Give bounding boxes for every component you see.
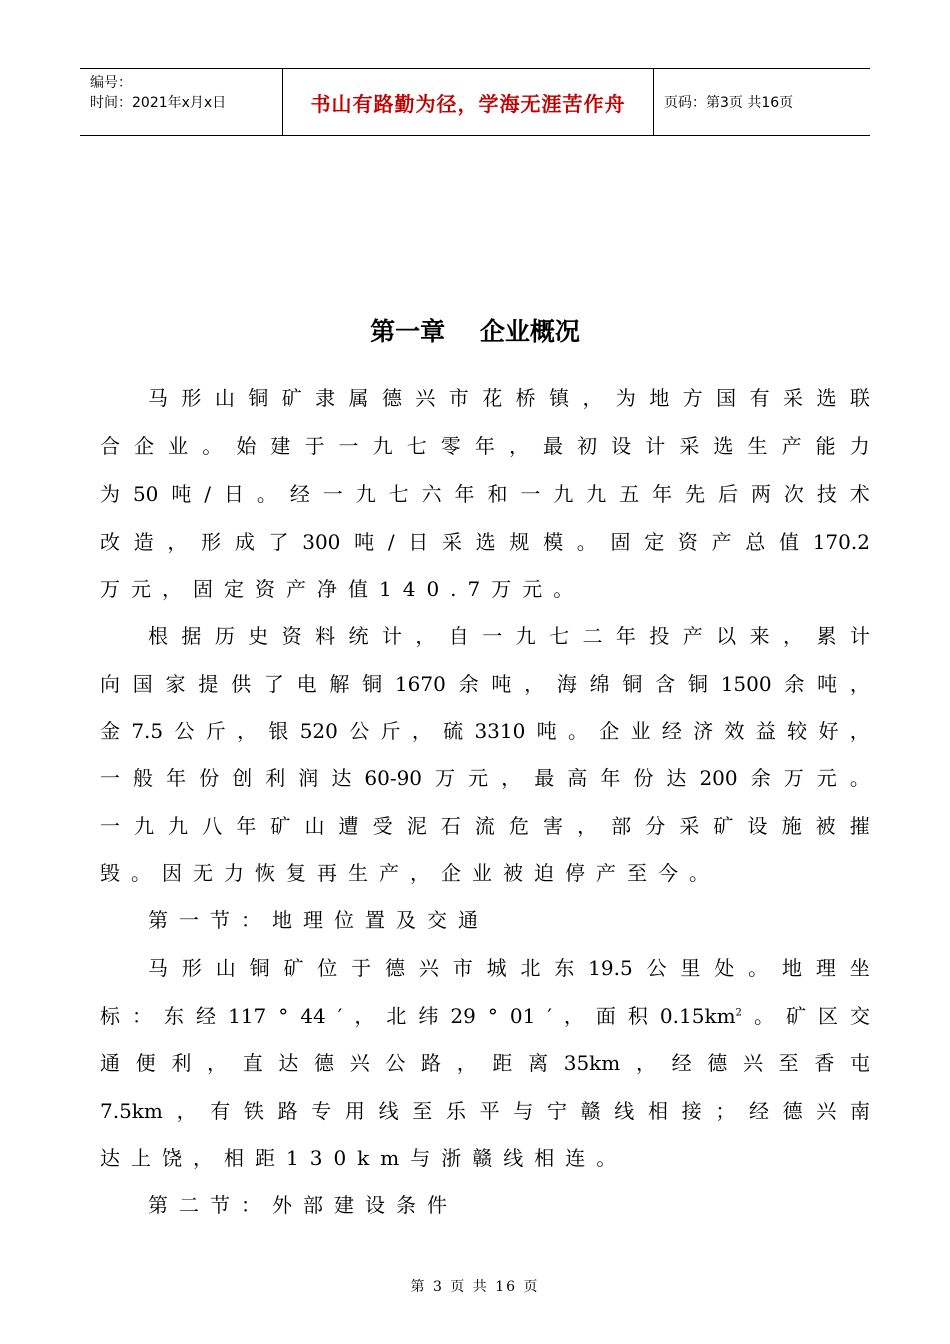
body-line: 7.5km ， 有 铁 路 专 用 线 至 乐 平 与 宁 赣 线 相 接 ； 经 德 兴 南 [100, 1099, 870, 1123]
body-line: 马 形 山 铜 矿 隶 属 德 兴 市 花 桥 镇 ， 为 地 方 国 有 采 选 联 [148, 386, 870, 410]
body-line: 一 九 九 八 年 矿 山 遭 受 泥 石 流 危 害 ， 部 分 采 矿 设 施 被 摧 [100, 814, 870, 838]
body-line: 合 企 业 。 始 建 于 一 九 七 零 年 ， 最 初 设 计 采 选 生 产 能 力 [100, 434, 870, 458]
document-number-label: 编号： [90, 75, 132, 91]
body-line: 一 般 年 份 创 利 润 达 60-90 万 元 ， 最 高 年 份 达 200 余 万 元 。 [100, 766, 870, 790]
header-page-number: 页码：第3页 共16页 [664, 95, 794, 111]
page-header [80, 68, 870, 136]
body-line: 马 形 山 铜 矿 位 于 德 兴 市 城 北 东 19.5 公 里 处 。 地 理 坐 [148, 956, 870, 980]
body-line: 通 便 利 ， 直 达 德 兴 公 路 ， 距 离 35km ， 经 德 兴 至 香 屯 [100, 1051, 870, 1075]
body-line-coordinates: 标 ： 东 经 117 ° 44 ′ ， 北 纬 29 ° 01 ′ ， 面 积 $0.15km^2$ 。 矿 区 交 [100, 1004, 870, 1028]
body-line: 达上饶，相距130km与浙赣线相连。 [100, 1146, 628, 1170]
header-motto: 书山有路勤为径，学海无涯苦作舟 [282, 69, 654, 135]
body-line: 为 50 吨 / 日 。 经 一 九 七 六 年 和 一 九 九 五 年 先 后 两 次 技 术 [100, 482, 870, 506]
body-line: 金 7.5 公 斤 ， 银 520 公 斤 ， 硫 3310 吨 。 企 业 经 济 效 益 较 好 ， [100, 719, 870, 743]
body-line: 根 据 历 史 资 料 统 计 ， 自 一 九 七 二 年 投 产 以 来 ， 累 计 [148, 624, 870, 648]
section-heading: 第一节：地理位置及交通 [148, 908, 489, 932]
body-line: 向 国 家 提 供 了 电 解 铜 1670 余 吨 ， 海 绵 铜 含 铜 1500 余 吨 ， [100, 672, 870, 696]
page-footer: 第 3 页 共 16 页 [410, 1279, 540, 1295]
body-line: 改 造 ， 形 成 了 300 吨 / 日 采 选 规 模 。 固 定 资 产 总 值 170.2 [100, 530, 870, 554]
body-line: 万元，固定资产净值140.7万元。 [100, 577, 585, 601]
body-line: 毁。因无力恢复再生产，企业被迫停产至今。 [100, 861, 720, 885]
chapter-title: 第一章 企业概况 [370, 317, 580, 346]
header-left-cell [80, 69, 282, 135]
document-time-label: 时间：2021年x月x日 [90, 95, 227, 111]
section-heading: 第二节：外部建设条件 [148, 1193, 458, 1217]
